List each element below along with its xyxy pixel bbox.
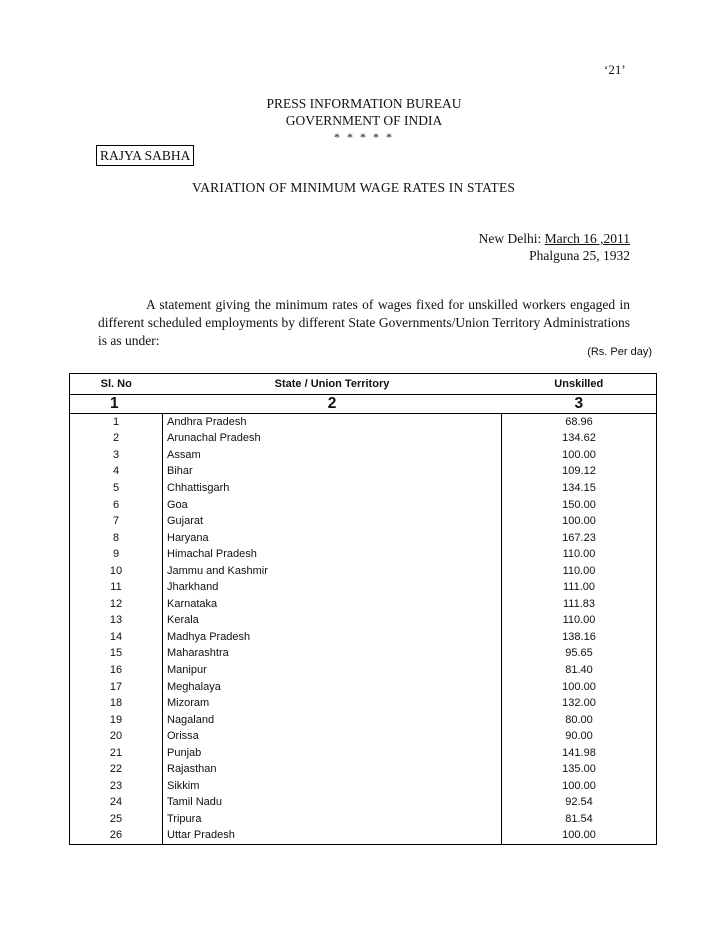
- unit-note: (Rs. Per day): [587, 346, 652, 358]
- table-row: [70, 712, 657, 729]
- row-sl-no: 26: [70, 828, 163, 845]
- column-number-1: 1: [70, 395, 163, 414]
- table-row: [70, 480, 657, 497]
- row-state-name: Nagaland: [167, 713, 215, 726]
- row-sl-no: 18: [70, 695, 163, 712]
- intro-paragraph: A statement giving the minimum rates of wages fixed for unskilled workers engaged in different scheduled employments by different State Governments/Union Territory Administrations is as under:: [98, 297, 630, 348]
- row-state-name: Karnataka: [167, 597, 218, 610]
- row-unskilled-rate: 100.00: [502, 828, 657, 845]
- table-row: [70, 728, 657, 745]
- row-unskilled-rate: 111.83: [502, 596, 657, 613]
- row-state-name: Kerala: [167, 614, 199, 627]
- row-unskilled-rate: 134.62: [502, 431, 657, 448]
- place-label: New Delhi:: [478, 231, 542, 246]
- row-unskilled-rate: 109.12: [502, 464, 657, 481]
- row-state-name: Goa: [167, 498, 188, 511]
- row-state-name: Jharkhand: [167, 581, 219, 594]
- table-row: [70, 431, 657, 448]
- row-unskilled-rate: 95.65: [502, 646, 657, 663]
- row-unskilled-rate: 90.00: [502, 728, 657, 745]
- row-sl-no: 20: [70, 728, 163, 745]
- row-state-name: Mizoram: [167, 697, 210, 710]
- column-number-3: 3: [502, 395, 657, 414]
- row-state-name: Arunachal Pradesh: [167, 432, 261, 445]
- table-row: [70, 646, 657, 663]
- column-number-2: 2: [163, 395, 502, 414]
- row-sl-no: 22: [70, 761, 163, 778]
- row-unskilled-rate: 141.98: [502, 745, 657, 762]
- row-sl-no: 1: [70, 414, 163, 431]
- row-state-name: Gujarat: [167, 515, 204, 528]
- table-row: [70, 563, 657, 580]
- row-unskilled-rate: 81.54: [502, 811, 657, 828]
- row-unskilled-rate: 100.00: [502, 679, 657, 696]
- row-sl-no: 11: [70, 579, 163, 596]
- row-sl-no: 9: [70, 546, 163, 563]
- table-row: [70, 546, 657, 563]
- row-sl-no: 19: [70, 712, 163, 729]
- row-sl-no: 16: [70, 662, 163, 679]
- table-row: [70, 828, 657, 845]
- row-state-name: Tamil Nadu: [167, 796, 223, 809]
- row-state-name: Assam: [167, 448, 201, 461]
- table-row: [70, 414, 657, 431]
- wage-table: [69, 373, 657, 845]
- row-unskilled-rate: 110.00: [502, 613, 657, 630]
- row-unskilled-rate: 132.00: [502, 695, 657, 712]
- row-sl-no: 8: [70, 530, 163, 547]
- row-unskilled-rate: 167.23: [502, 530, 657, 547]
- table-row: [70, 464, 657, 481]
- column-header-unskilled: Unskilled: [502, 374, 657, 395]
- row-unskilled-rate: 134.15: [502, 480, 657, 497]
- row-sl-no: 14: [70, 629, 163, 646]
- table-row: [70, 662, 657, 679]
- row-sl-no: 21: [70, 745, 163, 762]
- row-sl-no: 12: [70, 596, 163, 613]
- table-row: [70, 596, 657, 613]
- row-sl-no: 4: [70, 464, 163, 481]
- row-sl-no: 10: [70, 563, 163, 580]
- row-sl-no: 13: [70, 613, 163, 630]
- table-row: [70, 695, 657, 712]
- row-unskilled-rate: 111.00: [502, 579, 657, 596]
- table-row: [70, 613, 657, 630]
- row-state-name: Andhra Pradesh: [167, 415, 247, 428]
- row-sl-no: 2: [70, 431, 163, 448]
- row-sl-no: 3: [70, 447, 163, 464]
- row-state-name: Haryana: [167, 531, 209, 544]
- row-state-name: Punjab: [167, 746, 202, 759]
- table-row: [70, 745, 657, 762]
- row-unskilled-rate: 68.96: [502, 414, 657, 431]
- row-state-name: Orissa: [167, 730, 199, 743]
- row-state-name: Madhya Pradesh: [167, 630, 251, 643]
- row-unskilled-rate: 150.00: [502, 497, 657, 514]
- row-unskilled-rate: 80.00: [502, 712, 657, 729]
- issue-date: March 16 ,2011: [544, 231, 630, 246]
- table-row: [70, 513, 657, 530]
- table-header-row: [70, 374, 657, 395]
- table-row: [70, 679, 657, 696]
- house-label: RAJYA SABHA: [96, 145, 194, 166]
- row-unskilled-rate: 100.00: [502, 513, 657, 530]
- row-state-name: Maharashtra: [167, 647, 229, 660]
- row-unskilled-rate: 138.16: [502, 629, 657, 646]
- dateline: [479, 230, 630, 264]
- column-header-sl-no: Sl. No: [70, 374, 163, 395]
- row-unskilled-rate: 135.00: [502, 761, 657, 778]
- row-state-name: Rajasthan: [167, 763, 217, 776]
- table-row: [70, 629, 657, 646]
- table-row: [70, 447, 657, 464]
- table-row: [70, 778, 657, 795]
- table-row: [70, 795, 657, 812]
- row-unskilled-rate: 92.54: [502, 795, 657, 812]
- table-row: [70, 761, 657, 778]
- saka-date: Phalguna 25, 1932: [529, 248, 630, 263]
- table-row: [70, 579, 657, 596]
- column-number-row: [70, 395, 657, 414]
- row-state-name: Chhattisgarh: [167, 481, 230, 494]
- row-sl-no: 5: [70, 480, 163, 497]
- row-state-name: Sikkim: [167, 779, 200, 792]
- column-header-state: State / Union Territory: [163, 374, 502, 395]
- bureau-heading: PRESS INFORMATION BUREAU: [266, 96, 462, 111]
- row-state-name: Meghalaya: [167, 680, 221, 693]
- row-sl-no: 6: [70, 497, 163, 514]
- row-state-name: Bihar: [167, 465, 193, 478]
- page-number: ‘21’: [604, 62, 626, 77]
- row-unskilled-rate: 81.40: [502, 662, 657, 679]
- row-state-name: Uttar Pradesh: [167, 829, 235, 842]
- row-state-name: Himachal Pradesh: [167, 548, 257, 561]
- row-state-name: Jammu and Kashmir: [167, 564, 268, 577]
- row-state-name: Manipur: [167, 663, 207, 676]
- row-unskilled-rate: 110.00: [502, 546, 657, 563]
- row-sl-no: 24: [70, 795, 163, 812]
- star-separator: * * * * *: [334, 130, 394, 144]
- row-sl-no: 25: [70, 811, 163, 828]
- row-state-name: Tripura: [167, 812, 202, 825]
- table-row: [70, 530, 657, 547]
- table-row: [70, 811, 657, 828]
- document-title: VARIATION OF MINIMUM WAGE RATES IN STATES: [192, 180, 516, 195]
- row-unskilled-rate: 100.00: [502, 447, 657, 464]
- row-sl-no: 7: [70, 513, 163, 530]
- table-row: [70, 497, 657, 514]
- government-heading: GOVERNMENT OF INDIA: [285, 113, 443, 128]
- row-sl-no: 15: [70, 646, 163, 663]
- row-sl-no: 17: [70, 679, 163, 696]
- row-unskilled-rate: 110.00: [502, 563, 657, 580]
- row-sl-no: 23: [70, 778, 163, 795]
- date-line: [479, 230, 630, 247]
- row-unskilled-rate: 100.00: [502, 778, 657, 795]
